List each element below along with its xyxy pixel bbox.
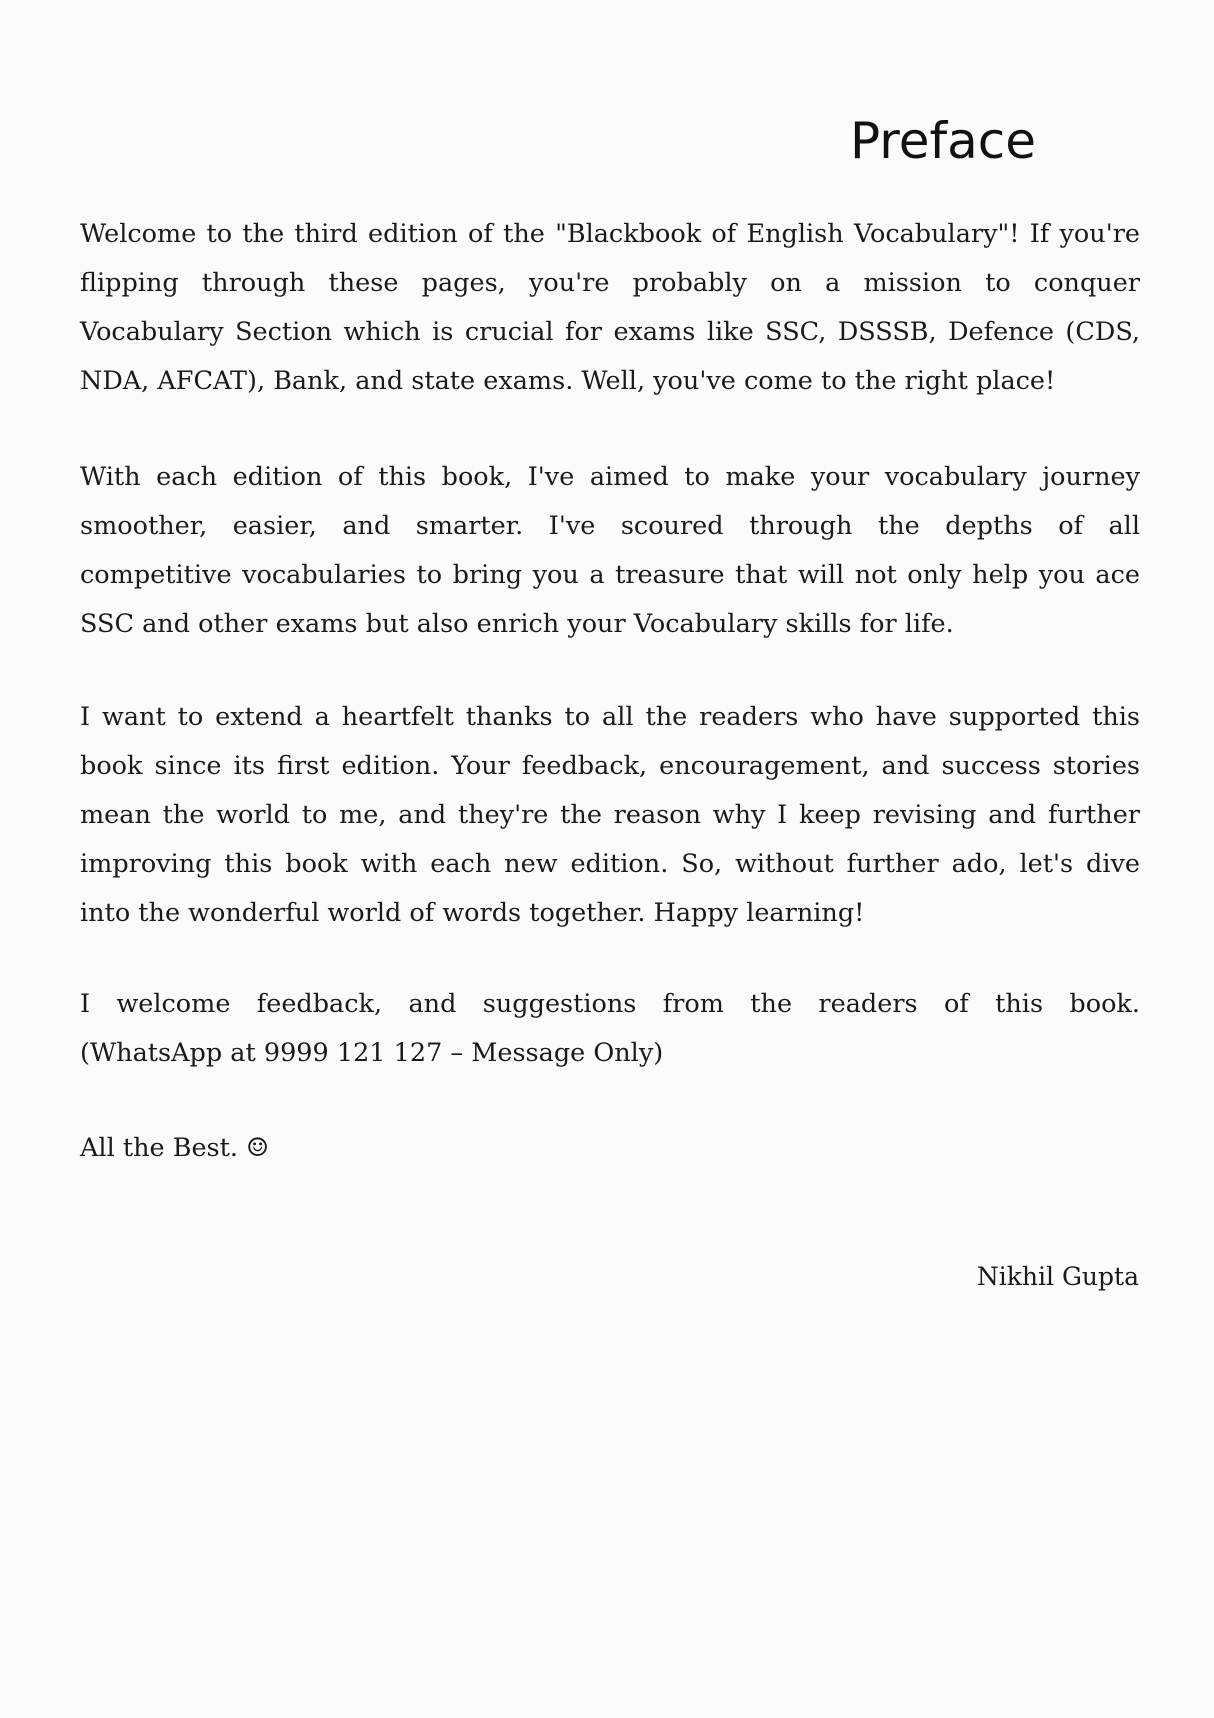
text-line: SSC and other exams but also enrich your Vocabulary skills for life.	[80, 609, 954, 639]
text-line: (WhatsApp at 9999 121 127 – Message Only)	[80, 1038, 664, 1068]
text-line: into the wonderful world of words together. Happy learning!	[80, 898, 865, 928]
text-line: NDA, AFCAT), Bank, and state exams. Well, you've come to the right place!	[80, 366, 1056, 396]
text-line: flipping through these pages, you're probably on a mission to conquer	[80, 268, 1140, 298]
text-line: mean the world to me, and they're the reason why I keep revising and further	[80, 800, 1140, 830]
paragraph-welcome	[80, 210, 1140, 406]
text-line: All the Best. ☺	[80, 1133, 269, 1163]
author-signature: Nikhil Gupta	[976, 1262, 1139, 1291]
paragraph-thanks	[80, 693, 1140, 938]
paragraph-closing	[80, 1124, 1140, 1173]
text-line: Vocabulary Section which is crucial for exams like SSC, DSSSB, Defence (CDS,	[80, 317, 1140, 347]
text-line: Welcome to the third edition of the "Blackbook of English Vocabulary"! If you're	[80, 219, 1140, 249]
text-line: book since its first edition. Your feedback, encouragement, and success stories	[80, 751, 1140, 781]
page-title: Preface	[850, 112, 1036, 170]
text-line: I welcome feedback, and suggestions from the readers of this book.	[80, 989, 1140, 1019]
paragraph-feedback	[80, 980, 1140, 1078]
text-line: competitive vocabularies to bring you a treasure that will not only help you ace	[80, 560, 1140, 590]
text-line: improving this book with each new edition. So, without further ado, let's dive	[80, 849, 1140, 879]
text-line: I want to extend a heartfelt thanks to all the readers who have supported this	[80, 702, 1140, 732]
paragraph-edition	[80, 453, 1140, 649]
text-line: With each edition of this book, I've aimed to make your vocabulary journey	[80, 462, 1140, 492]
text-line: smoother, easier, and smarter. I've scoured through the depths of all	[80, 511, 1140, 541]
